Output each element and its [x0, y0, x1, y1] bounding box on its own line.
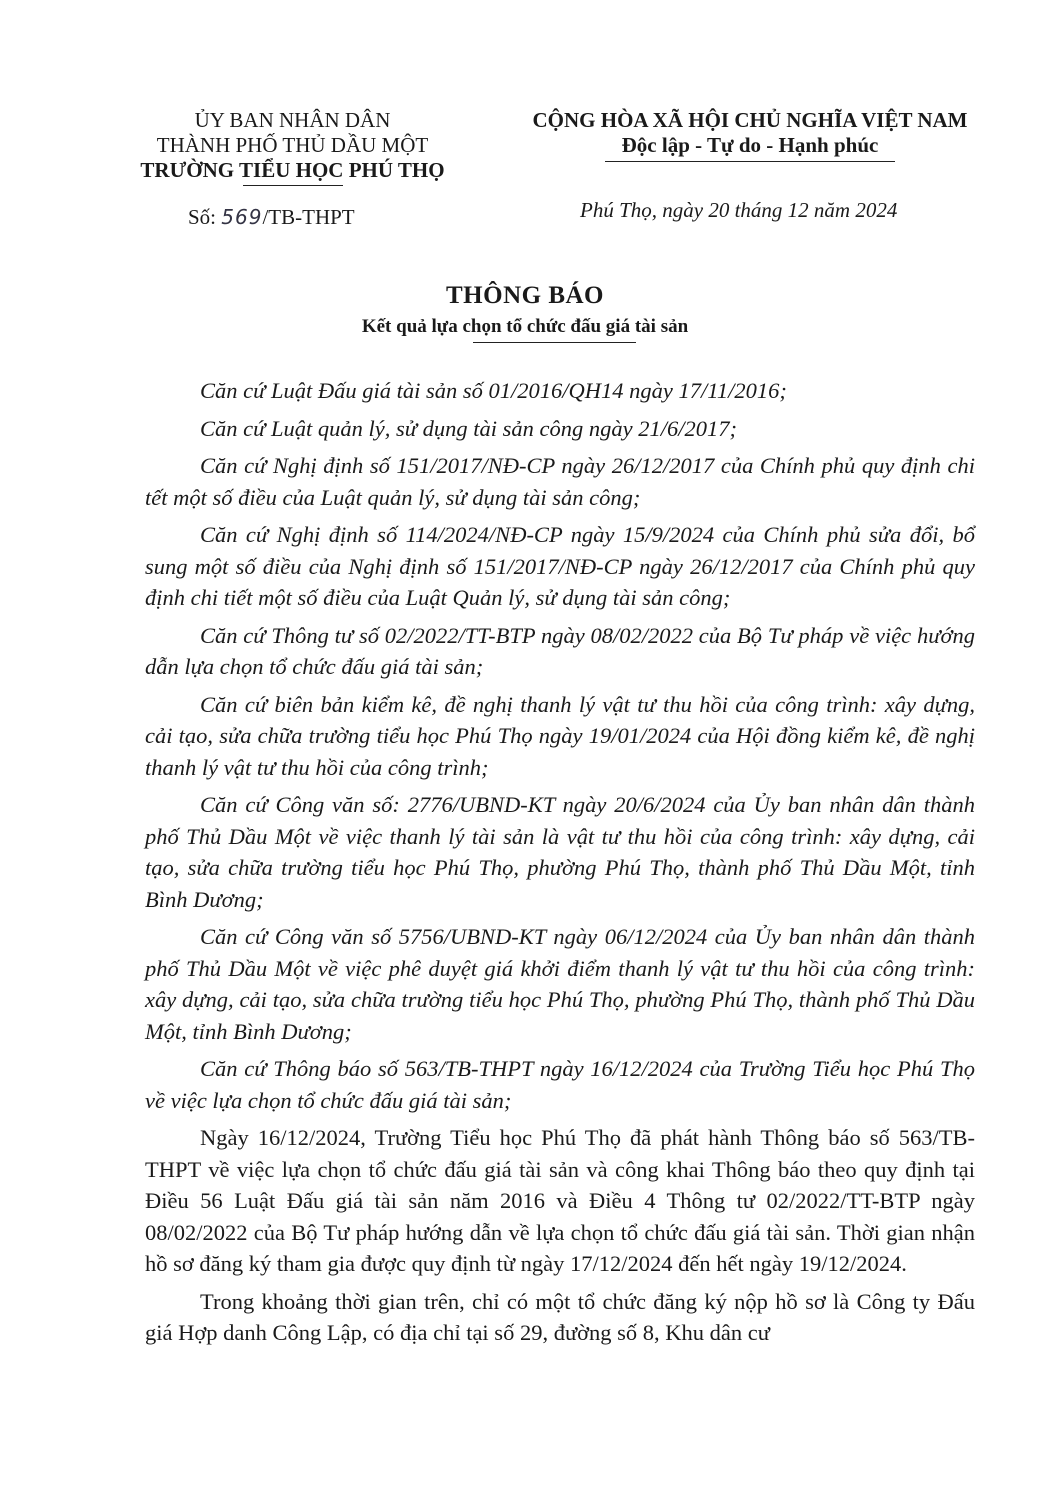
motto-underline	[605, 161, 895, 162]
document-number	[188, 205, 355, 230]
issuing-authority-block	[120, 108, 465, 186]
legal-basis-item: Căn cứ Thông tư số 02/2022/TT-BTP ngày 08/02/2022 của Bộ Tư pháp về việc hướng dẫn lựa chọn tổ chức đấu giá tài sản;	[145, 622, 975, 679]
country-name: CỘNG HÒA XÃ HỘI CHỦ NGHĨA VIỆT NAM	[532, 108, 968, 132]
legal-basis-item: Căn cứ Công văn số 5756/UBND-KT ngày 06/12/2024 của Ủy ban nhân dân thành phố Thủ Dầu Một về việc phê duyệt giá khởi điểm thanh lý vật tư thu hồi của công trình: xây dựng, cải tạo, sửa chữa trường tiểu học Phú Thọ, phường Phú Thọ, thành phố Thủ Dầu Một, tỉnh Bình Dương;	[145, 924, 975, 1044]
document-number-suffix: /TB-THPT	[262, 205, 355, 229]
document-number-handwritten: 569	[221, 205, 263, 229]
body-paragraph: Trong khoảng thời gian trên, chỉ có một tổ chức đăng ký nộp hồ sơ là Công ty Đấu giá Hợp danh Công Lập, có địa chỉ tại số 29, đường số 8, Khu dân cư	[145, 1288, 975, 1345]
school-name-underline	[243, 185, 343, 186]
legal-basis-item: Căn cứ Nghị định số 151/2017/NĐ-CP ngày 26/12/2017 của Chính phủ quy định chi tết một số điều của Luật quản lý, sử dụng tài sản công;	[145, 453, 975, 510]
legal-basis-item: Căn cứ Luật quản lý, sử dụng tài sản công ngày 21/6/2017;	[200, 415, 738, 441]
legal-basis-item: Căn cứ Công văn số: 2776/UBND-KT ngày 20/6/2024 của Ủy ban nhân dân thành phố Thủ Dầu Một về việc thanh lý tài sản là vật tư thu hồi của công trình: xây dựng, cải tạo, sửa chữa trường tiểu học Phú Thọ, phường Phú Thọ, thành phố Thủ Dầu Một, tỉnh Bình Dương;	[145, 792, 975, 912]
legal-basis-item: Căn cứ Luật Đấu giá tài sản số 01/2016/QH14 ngày 17/11/2016;	[200, 378, 787, 403]
document-date: Phú Thọ, ngày 20 tháng 12 năm 2024	[580, 198, 898, 222]
body-paragraph: Ngày 16/12/2024, Trường Tiểu học Phú Thọ đã phát hành Thông báo số 563/TB-THPT về việc lựa chọn tổ chức đấu giá tài sản và công khai Thông báo theo quy định tại Điều 56 Luật Đấu giá tài sản năm 2016 và Điều 4 Thông tư 02/2022/TT-BTP ngày 08/02/2022 của Bộ Tư pháp hướng dẫn về lựa chọn tổ chức đấu giá tài sản. Thời gian nhận hồ sơ đăng ký tham gia được quy định từ ngày 17/12/2024 đến hết ngày 19/12/2024.	[145, 1125, 975, 1276]
legal-basis-item: Căn cứ Nghị định số 114/2024/NĐ-CP ngày 15/9/2024 của Chính phủ sửa đổi, bổ sung một số điều của Nghị định số 151/2017/NĐ-CP ngày 26/12/2017 của Chính phủ quy định chi tiết một số điều của Luật Quản lý, sử dụng tài sản công;	[145, 522, 975, 610]
legal-basis-item: Căn cứ Thông báo số 563/TB-THPT ngày 16/12/2024 của Trường Tiểu học Phú Thọ về việc lựa chọn tổ chức đấu giá tài sản;	[145, 1056, 975, 1113]
document-number-prefix: Số:	[188, 205, 222, 229]
authority-line-1: ỦY BAN NHÂN DÂN	[194, 108, 391, 132]
document-body	[145, 375, 975, 1355]
document-subtitle: Kết quả lựa chọn tổ chức đấu giá tài sản	[361, 316, 689, 337]
document-title: THÔNG BÁO	[446, 282, 604, 309]
motto: Độc lập - Tự do - Hạnh phúc	[621, 133, 879, 157]
school-name: TRƯỜNG TIỂU HỌC PHÚ THỌ	[140, 158, 445, 182]
national-motto-block	[500, 108, 1000, 162]
subtitle-underline	[473, 342, 636, 343]
legal-basis-item: Căn cứ biên bản kiểm kê, đề nghị thanh lý vật tư thu hồi của công trình: xây dựng, cải tạo, sửa chữa trường tiểu học Phú Thọ ngày 19/01/2024 của Hội đồng kiểm kê, đề nghị thanh lý vật tư thu hồi của công trình;	[145, 691, 975, 780]
authority-line-2: THÀNH PHỐ THỦ DẦU MỘT	[156, 133, 429, 157]
